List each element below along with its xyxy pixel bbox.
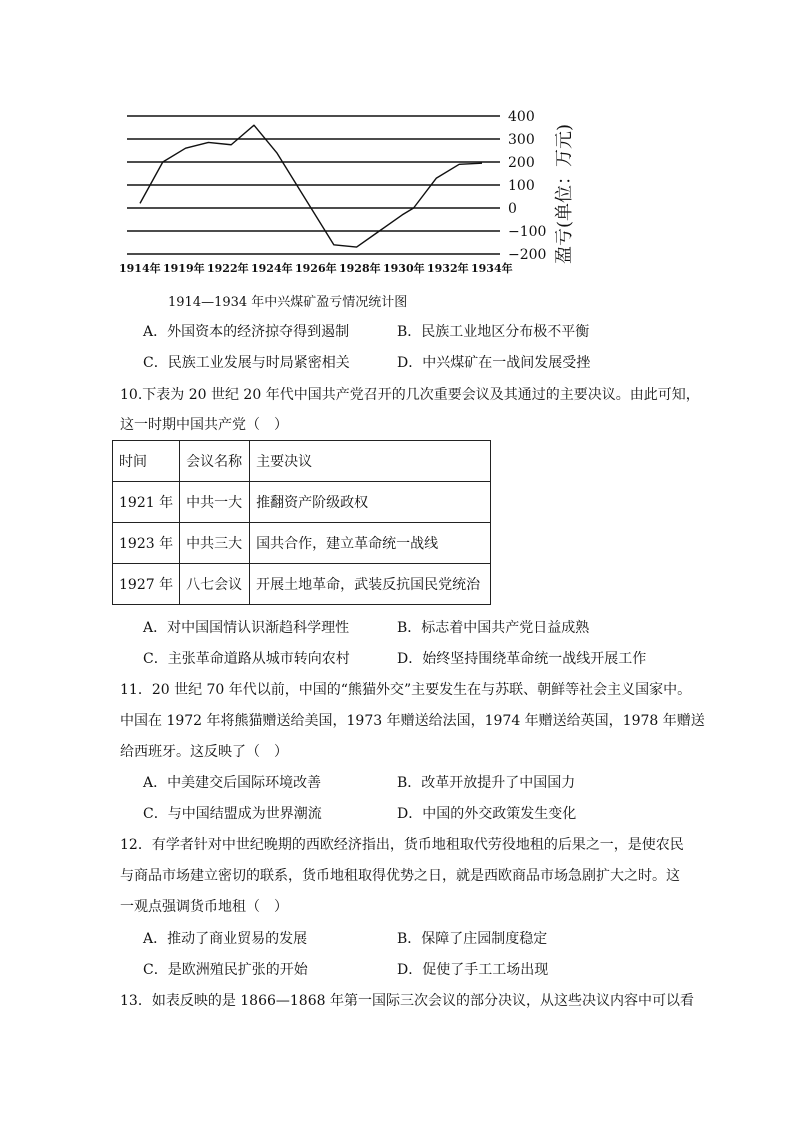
chart-caption: 1914—1934 年中兴煤矿盈亏情况统计图 bbox=[168, 295, 408, 310]
y-tick-label: 300 bbox=[508, 132, 535, 148]
q12-stem-line1: 12．有学者针对中世纪晚期的西欧经济指出，货币地租取代劳役地租的后果之一，是使农民 bbox=[120, 837, 684, 853]
q12-option-d[interactable]: D．促使了手工工场出现 bbox=[397, 962, 549, 978]
q10-option-a[interactable]: A．对中国国情认识渐趋科学理性 bbox=[143, 620, 350, 636]
q11-option-b[interactable]: B．改革开放提升了中国国力 bbox=[397, 775, 576, 791]
q9-option-d[interactable]: D．中兴煤矿在一战间发展受挫 bbox=[397, 355, 591, 371]
q12-option-b[interactable]: B．保障了庄园制度稳定 bbox=[397, 931, 548, 947]
x-tick-label: 1922年 bbox=[207, 262, 249, 275]
x-tick-label: 1914年 bbox=[119, 262, 161, 275]
q10-stem-line1: 10.下表为 20 世纪 20 年代中国共产党召开的几次重要会议及其通过的主要决议。由此可知， bbox=[120, 387, 700, 403]
table-cell-resolution: 推翻资产阶级政权 bbox=[250, 482, 491, 523]
table-cell-time: 1927 年 bbox=[113, 564, 180, 605]
q12-stem-line2: 与商品市场建立密切的联系，货币地租取得优势之日，就是西欧商品市场急剧扩大之时。这 bbox=[120, 868, 680, 884]
x-tick-label: 1928年 bbox=[339, 262, 381, 275]
q11-stem-line3: 给西班牙。这反映了（ ） bbox=[120, 744, 288, 760]
meetings-table bbox=[112, 440, 491, 605]
chart-svg bbox=[112, 92, 592, 282]
q11-stem-line2: 中国在 1972 年将熊猫赠送给美国，1973 年赠送给法国，1974 年赠送给英国，1978 年赠送 bbox=[120, 713, 705, 729]
y-tick-label: 100 bbox=[508, 178, 535, 194]
y-tick-label: 0 bbox=[508, 201, 517, 217]
table-row bbox=[113, 523, 491, 564]
table-header-row bbox=[113, 441, 491, 482]
table-cell-resolution: 开展土地革命，武装反抗国民党统治 bbox=[250, 564, 491, 605]
q9-option-a[interactable]: A．外国资本的经济掠夺得到遏制 bbox=[143, 324, 350, 340]
y-tick-label: 200 bbox=[508, 155, 535, 171]
q11-option-d[interactable]: D．中国的外交政策发生变化 bbox=[397, 806, 577, 822]
x-tick-label: 1924年 bbox=[251, 262, 293, 275]
x-tick-label: 1930年 bbox=[383, 262, 425, 275]
table-row bbox=[113, 482, 491, 523]
q12-stem-line3: 一观点强调货币地租（ ） bbox=[120, 899, 288, 915]
data-line bbox=[140, 125, 482, 247]
table-header-meeting: 会议名称 bbox=[180, 441, 250, 482]
x-tick-label: 1919年 bbox=[163, 262, 205, 275]
y-tick-label: 400 bbox=[508, 109, 535, 125]
table-header-resolution: 主要决议 bbox=[250, 441, 491, 482]
table-cell-meeting: 中共三大 bbox=[180, 523, 250, 564]
q10-stem-line2: 这一时期中国共产党（ ） bbox=[120, 417, 288, 433]
table-cell-resolution: 国共合作，建立革命统一战线 bbox=[250, 523, 491, 564]
q9-option-b[interactable]: B．民族工业地区分布极不平衡 bbox=[397, 324, 590, 340]
y-tick-label: −100 bbox=[508, 224, 547, 240]
q9-option-c[interactable]: C．民族工业发展与时局紧密相关 bbox=[143, 355, 350, 371]
y-axis-label: 盈亏(单位：万元) bbox=[554, 123, 575, 264]
q10-option-c[interactable]: C．主张革命道路从城市转向农村 bbox=[143, 651, 350, 667]
q13-stem-line1: 13．如表反映的是 1866—1868 年第一国际三次会议的部分决议，从这些决议内容中可以看 bbox=[120, 993, 694, 1009]
q12-option-c[interactable]: C．是欧洲殖民扩张的开始 bbox=[143, 962, 308, 978]
q12-option-a[interactable]: A．推动了商业贸易的发展 bbox=[143, 931, 308, 947]
table-cell-time: 1923 年 bbox=[113, 523, 180, 564]
q11-option-c[interactable]: C．与中国结盟成为世界潮流 bbox=[143, 806, 322, 822]
table-header-time: 时间 bbox=[113, 441, 180, 482]
x-tick-label: 1934年 bbox=[471, 262, 513, 275]
x-tick-label: 1932年 bbox=[427, 262, 469, 275]
table-row bbox=[113, 564, 491, 605]
q11-stem-line1: 11．20 世纪 70 年代以前，中国的“熊猫外交”主要发生在与苏联、朝鲜等社会主义国家中。 bbox=[120, 682, 692, 698]
q10-option-d[interactable]: D．始终坚持围绕革命统一战线开展工作 bbox=[397, 651, 647, 667]
profit-loss-chart bbox=[112, 92, 592, 282]
table-cell-time: 1921 年 bbox=[113, 482, 180, 523]
table-cell-meeting: 中共一大 bbox=[180, 482, 250, 523]
q11-option-a[interactable]: A．中美建交后国际环境改善 bbox=[143, 775, 322, 791]
table-cell-meeting: 八七会议 bbox=[180, 564, 250, 605]
y-tick-label: −200 bbox=[508, 247, 547, 263]
q10-option-b[interactable]: B．标志着中国共产党日益成熟 bbox=[397, 620, 590, 636]
x-tick-label: 1926年 bbox=[295, 262, 337, 275]
